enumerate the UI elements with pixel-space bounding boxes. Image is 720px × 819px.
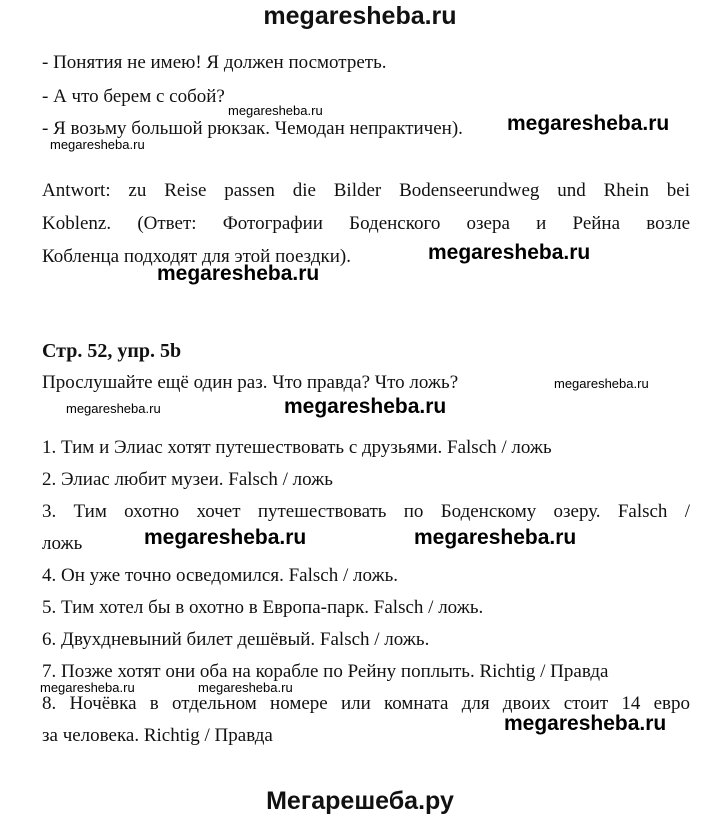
watermark: megaresheba.ru xyxy=(428,241,591,264)
watermark-small: megaresheba.ru xyxy=(228,103,323,118)
answer-line-2: Koblenz. (Ответ: Фотографии Боденского озера и Рейна возле xyxy=(42,213,690,234)
exercise-item-8-cont: за человека. Richtig / Правда xyxy=(42,725,273,746)
exercise-instruction: Прослушайте ещё один раз. Что правда? Что ложь? xyxy=(42,372,459,393)
exercise-item-2: 2. Элиас любит музеи. Falsch / ложь xyxy=(42,469,333,490)
exercise-title: Стр. 52, упр. 5b xyxy=(42,340,182,362)
exercise-item-5: 5. Тим хотел бы в охотно в Европа-парк. Falsch / ложь. xyxy=(42,597,484,618)
dialogue-line-3: - Я возьму большой рюкзак. Чемодан непрактичен). xyxy=(42,118,463,139)
exercise-item-3: 3. Тим охотно хочет путешествовать по Боденскому озеру. Falsch / xyxy=(42,501,690,522)
page-header: megaresheba.ru xyxy=(263,2,457,30)
watermark: megaresheba.ru xyxy=(507,112,670,135)
exercise-item-3-cont: ложь xyxy=(42,533,83,554)
watermark: megaresheba.ru xyxy=(414,526,577,549)
exercise-item-8: 8. Ночёвка в отдельном номере или комната для двоих стоит 14 евро xyxy=(42,693,690,714)
answer-line-1: Antwort: zu Reise passen die Bilder Bodenseerundweg und Rhein bei xyxy=(42,180,690,201)
watermark-small: megaresheba.ru xyxy=(554,376,649,391)
watermark: megaresheba.ru xyxy=(284,395,447,418)
exercise-item-6: 6. Двухдневыний билет дешёвый. Falsch / ложь. xyxy=(42,629,430,650)
watermark: megaresheba.ru xyxy=(157,262,320,285)
exercise-item-7: 7. Позже хотят они оба на корабле по Рейну поплыть. Richtig / Правда xyxy=(42,661,609,682)
exercise-item-4: 4. Он уже точно осведомился. Falsch / ложь. xyxy=(42,565,399,586)
watermark: megaresheba.ru xyxy=(504,712,667,735)
dialogue-line-1: - Понятия не имею! Я должен посмотреть. xyxy=(42,52,387,73)
watermark-small: megaresheba.ru xyxy=(198,680,293,695)
dialogue-line-2: - А что берем с собой? xyxy=(42,86,225,107)
watermark: megaresheba.ru xyxy=(144,526,307,549)
answer-line-3: Кобленца подходят для этой поездки). xyxy=(42,246,351,267)
exercise-item-1: 1. Тим и Элиас хотят путешествовать с друзьями. Falsch / ложь xyxy=(42,437,552,458)
watermark-small: megaresheba.ru xyxy=(40,680,135,695)
watermark-small: megaresheba.ru xyxy=(50,137,145,152)
page-footer: Мегарешеба.ру xyxy=(266,787,454,815)
watermark-small: megaresheba.ru xyxy=(66,401,161,416)
